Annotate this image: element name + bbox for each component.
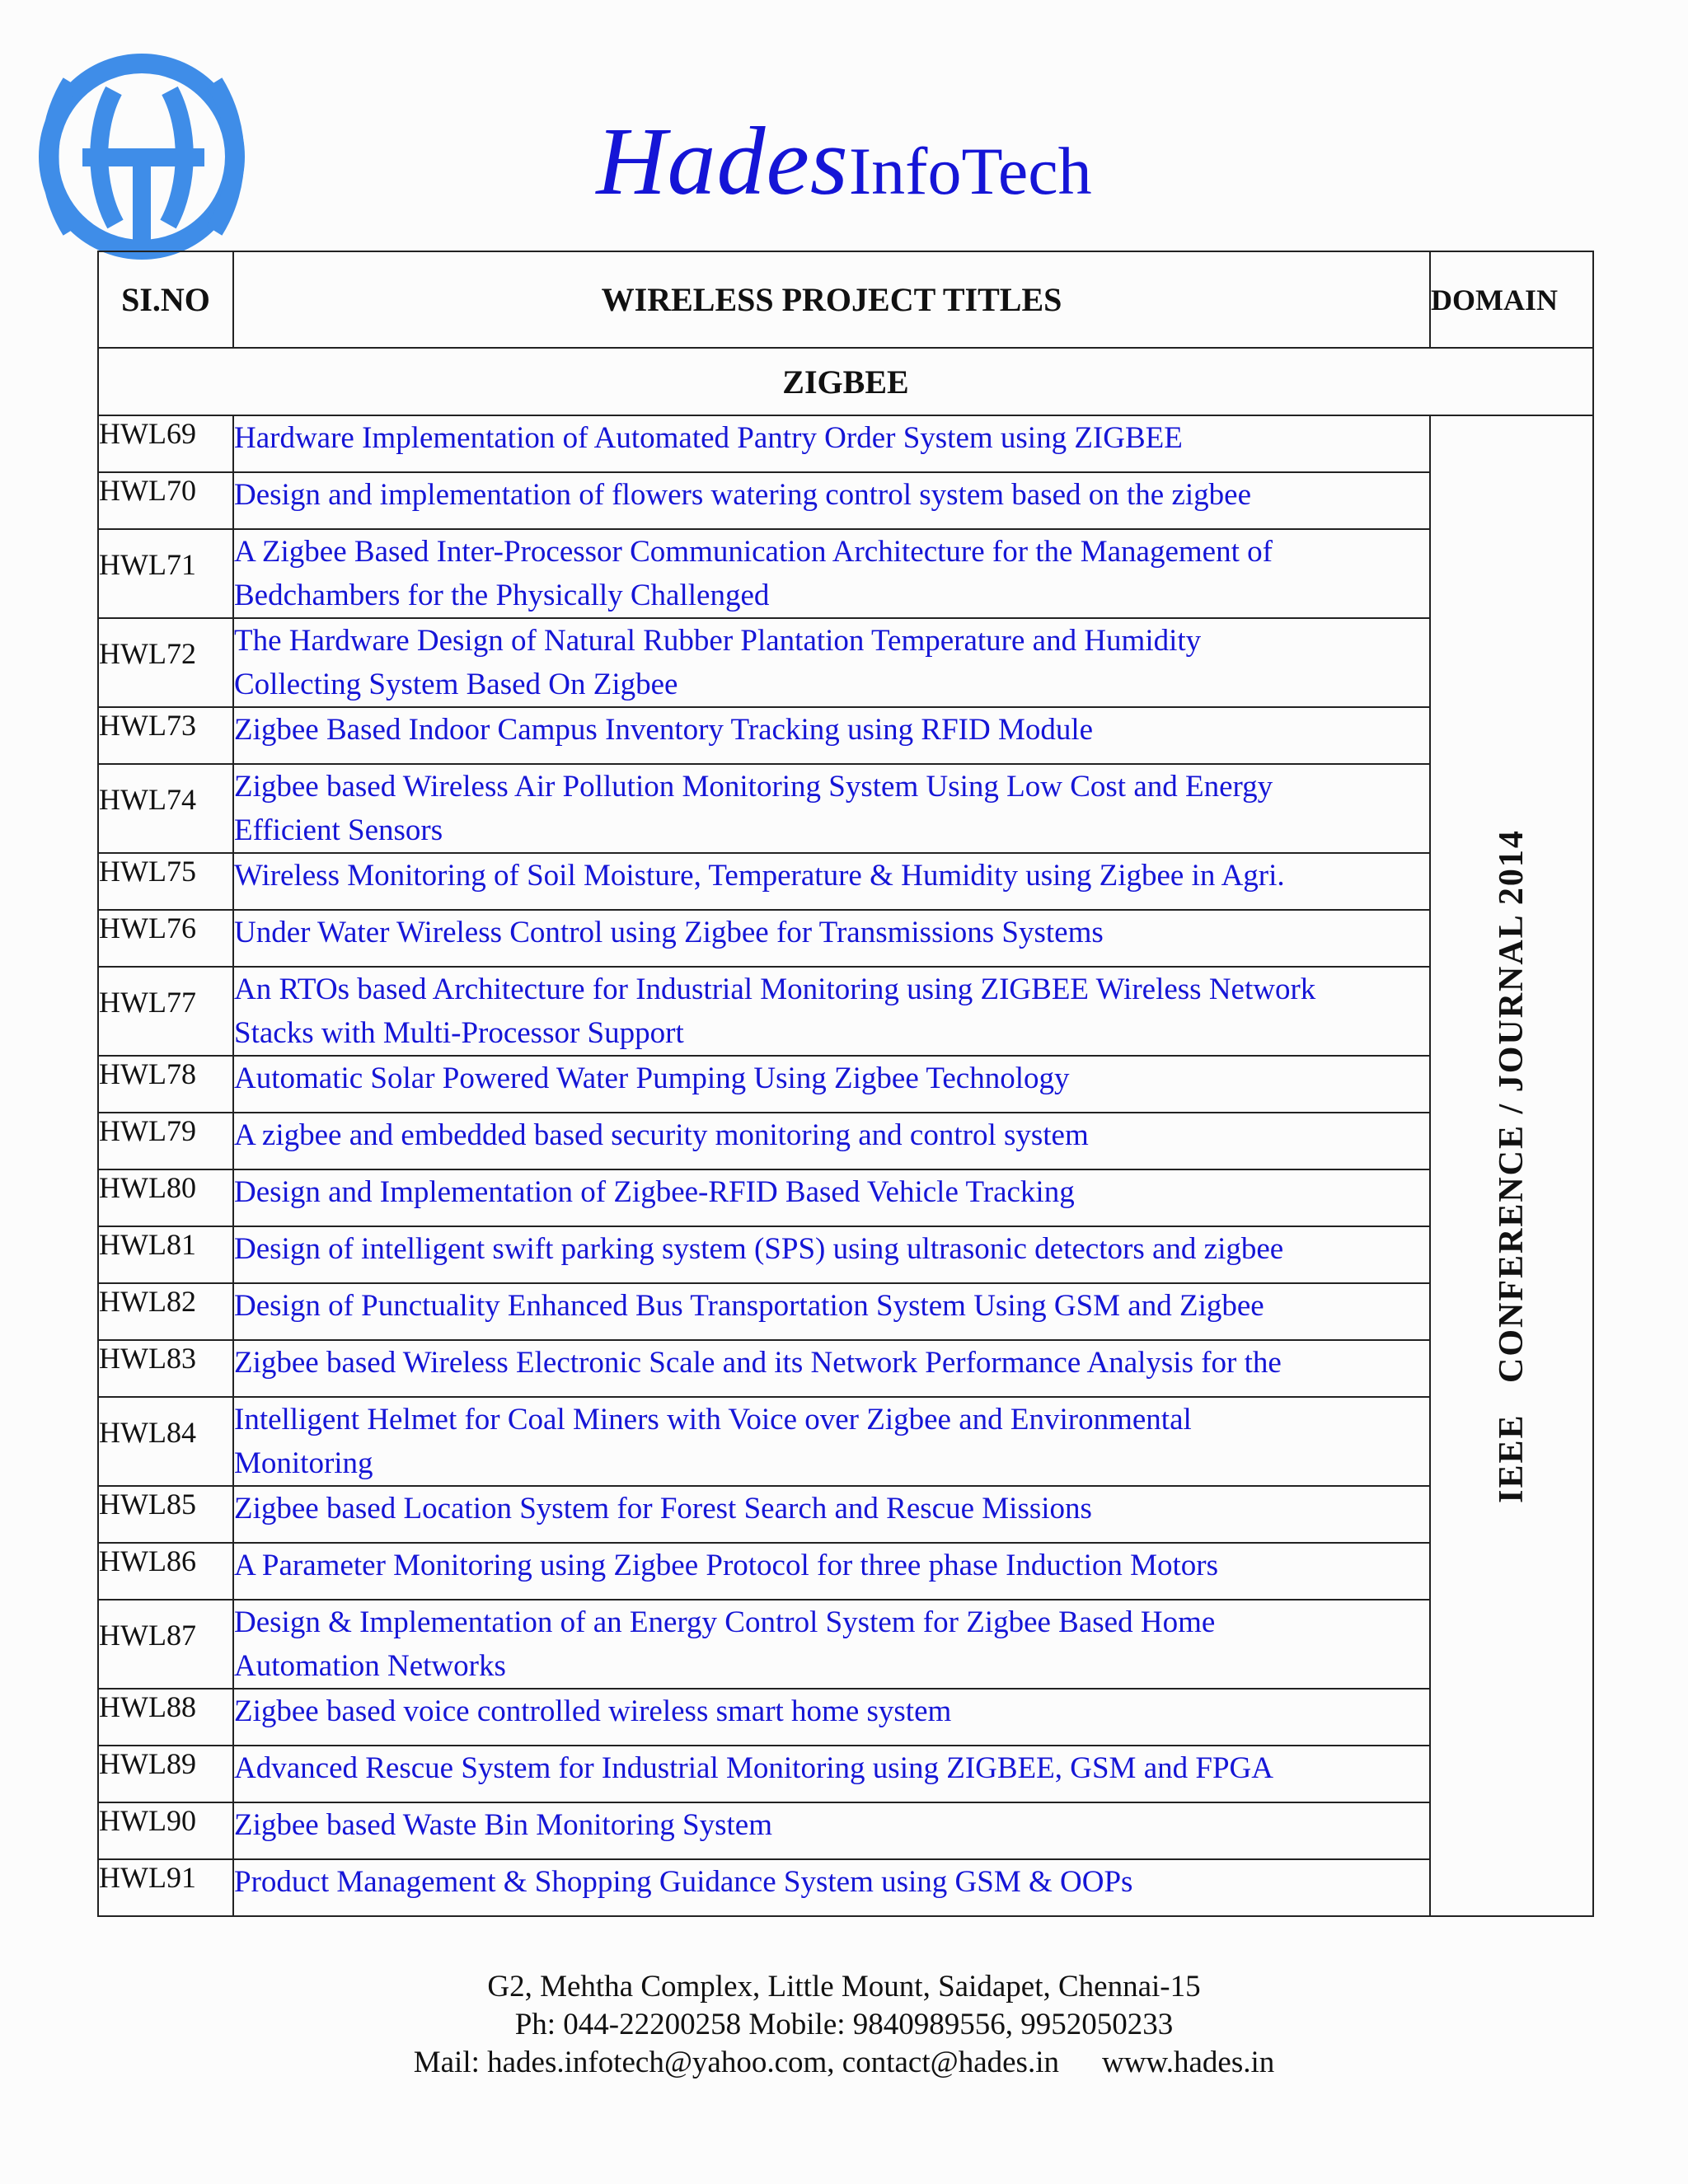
project-title-line: Under Water Wireless Control using Zigbee for Transmissions Systems <box>234 916 1104 949</box>
project-code: HWL84 <box>98 1397 233 1486</box>
header-sino: SI.NO <box>98 251 233 348</box>
project-title <box>233 1113 1430 1169</box>
footer-website: www.hades.in <box>1101 2046 1275 2079</box>
footer <box>0 1968 1688 2082</box>
project-title <box>233 1746 1430 1802</box>
project-code: HWL82 <box>98 1283 233 1340</box>
project-title-line: A Parameter Monitoring using Zigbee Protocol for three phase Induction Motors <box>234 1549 1219 1582</box>
project-code: HWL75 <box>98 853 233 910</box>
project-code: HWL88 <box>98 1689 233 1746</box>
table-row <box>98 1056 1593 1113</box>
table-row <box>98 1113 1593 1169</box>
project-title-line: Wireless Monitoring of Soil Moisture, Temperature & Humidity using Zigbee in Agri. <box>234 859 1285 893</box>
project-title <box>233 1600 1430 1689</box>
project-title <box>233 529 1430 618</box>
project-title <box>233 1169 1430 1226</box>
table-row <box>98 910 1593 967</box>
table-row <box>98 707 1593 764</box>
project-title-line: A zigbee and embedded based security monitoring and control system <box>234 1118 1089 1152</box>
table-row <box>98 472 1593 529</box>
project-title <box>233 707 1430 764</box>
project-code: HWL71 <box>98 529 233 618</box>
domain-cell <box>1430 415 1593 1916</box>
project-code: HWL86 <box>98 1543 233 1600</box>
brand-title <box>0 105 1688 218</box>
project-title <box>233 1486 1430 1543</box>
brand-name-script: Hades <box>596 107 849 215</box>
domain-value: IEEE CONFERENCE / JOURNAL 2014 <box>1493 828 1531 1503</box>
project-code: HWL83 <box>98 1340 233 1397</box>
table-row <box>98 1486 1593 1543</box>
project-title-line: Stacks with Multi-Processor Support <box>234 1016 684 1050</box>
project-code: HWL79 <box>98 1113 233 1169</box>
table-header-row <box>98 251 1593 348</box>
project-title <box>233 618 1430 707</box>
project-title-line: The Hardware Design of Natural Rubber Plantation Temperature and Humidity <box>234 624 1202 658</box>
project-code: HWL91 <box>98 1859 233 1916</box>
table-row <box>98 1859 1593 1916</box>
brand-name-rest: InfoTech <box>848 134 1092 209</box>
project-code: HWL74 <box>98 764 233 853</box>
project-title-line: Advanced Rescue System for Industrial Monitoring using ZIGBEE, GSM and FPGA <box>234 1751 1273 1785</box>
project-title <box>233 967 1430 1056</box>
project-code: HWL72 <box>98 618 233 707</box>
project-title-line: An RTOs based Architecture for Industrial Monitoring using ZIGBEE Wireless Network <box>234 972 1316 1006</box>
project-code: HWL77 <box>98 967 233 1056</box>
project-title-line: Zigbee based Wireless Electronic Scale and its Network Performance Analysis for the <box>234 1346 1282 1380</box>
project-title-line: Monitoring <box>234 1446 373 1480</box>
project-title-line: Design and Implementation of Zigbee-RFID Based Vehicle Tracking <box>234 1175 1075 1209</box>
project-title-line: Design & Implementation of an Energy Control System for Zigbee Based Home <box>234 1605 1216 1639</box>
project-title-line: Efficient Sensors <box>234 813 443 847</box>
footer-mail: Mail: hades.infotech@yahoo.com, contact@hades.in <box>413 2046 1059 2079</box>
table-row <box>98 1689 1593 1746</box>
table-row <box>98 1340 1593 1397</box>
project-title <box>233 1056 1430 1113</box>
project-title-line: Product Management & Shopping Guidance System using GSM & OOPs <box>234 1865 1133 1899</box>
header-domain: DOMAIN <box>1430 251 1593 348</box>
table-row <box>98 415 1593 472</box>
project-code: HWL80 <box>98 1169 233 1226</box>
table-row <box>98 967 1593 1056</box>
project-title-line: Collecting System Based On Zigbee <box>234 668 678 701</box>
project-title-line: Zigbee based voice controlled wireless smart home system <box>234 1694 952 1728</box>
project-title-line: Zigbee based Wireless Air Pollution Monitoring System Using Low Cost and Energy <box>234 770 1273 804</box>
project-code: HWL81 <box>98 1226 233 1283</box>
table-row <box>98 1397 1593 1486</box>
project-title <box>233 1397 1430 1486</box>
project-code: HWL69 <box>98 415 233 472</box>
table-row <box>98 1746 1593 1802</box>
table-row <box>98 853 1593 910</box>
footer-address: G2, Mehtha Complex, Little Mount, Saidapet, Chennai-15 <box>487 1970 1201 2004</box>
project-title-line: Automatic Solar Powered Water Pumping Using Zigbee Technology <box>234 1062 1070 1095</box>
project-title <box>233 415 1430 472</box>
project-title <box>233 1859 1430 1916</box>
table-row <box>98 1802 1593 1859</box>
project-titles-table <box>97 251 1594 1917</box>
project-title-line: Intelligent Helmet for Coal Miners with Voice over Zigbee and Environmental <box>234 1403 1192 1436</box>
project-title <box>233 910 1430 967</box>
project-code: HWL73 <box>98 707 233 764</box>
project-title-line: Design and implementation of flowers watering control system based on the zigbee <box>234 478 1252 512</box>
project-title <box>233 1543 1430 1600</box>
project-code: HWL87 <box>98 1600 233 1689</box>
table-row <box>98 618 1593 707</box>
section-row <box>98 348 1593 415</box>
project-code: HWL78 <box>98 1056 233 1113</box>
project-title <box>233 1802 1430 1859</box>
project-title <box>233 472 1430 529</box>
project-title-line: Zigbee Based Indoor Campus Inventory Tracking using RFID Module <box>234 713 1094 747</box>
project-title-line: Bedchambers for the Physically Challenged <box>234 579 770 612</box>
project-title-line: Zigbee based Waste Bin Monitoring System <box>234 1808 773 1842</box>
table-row <box>98 1283 1593 1340</box>
project-code: HWL90 <box>98 1802 233 1859</box>
project-title <box>233 1226 1430 1283</box>
project-title-line: Hardware Implementation of Automated Pantry Order System using ZIGBEE <box>234 421 1183 455</box>
project-code: HWL76 <box>98 910 233 967</box>
section-heading: ZIGBEE <box>98 348 1593 415</box>
project-title <box>233 764 1430 853</box>
project-title <box>233 853 1430 910</box>
table-row <box>98 1169 1593 1226</box>
table-row <box>98 1600 1593 1689</box>
project-title-line: Automation Networks <box>234 1649 506 1683</box>
header-project-titles: WIRELESS PROJECT TITLES <box>233 251 1430 348</box>
project-code: HWL89 <box>98 1746 233 1802</box>
project-title-line: Design of Punctuality Enhanced Bus Transportation System Using GSM and Zigbee <box>234 1289 1264 1323</box>
project-title-line: Zigbee based Location System for Forest Search and Rescue Missions <box>234 1492 1092 1526</box>
project-title <box>233 1689 1430 1746</box>
project-title-line: A Zigbee Based Inter-Processor Communication Architecture for the Management of <box>234 535 1273 569</box>
table-row <box>98 1543 1593 1600</box>
project-title <box>233 1283 1430 1340</box>
table-row <box>98 529 1593 618</box>
footer-phone: Ph: 044-22200258 Mobile: 9840989556, 9952050233 <box>514 2008 1174 2041</box>
table-row <box>98 764 1593 853</box>
footer-contact <box>0 2044 1688 2082</box>
project-code: HWL70 <box>98 472 233 529</box>
project-code: HWL85 <box>98 1486 233 1543</box>
project-title <box>233 1340 1430 1397</box>
table-row <box>98 1226 1593 1283</box>
project-title-line: Design of intelligent swift parking system (SPS) using ultrasonic detectors and zigbee <box>234 1232 1284 1266</box>
